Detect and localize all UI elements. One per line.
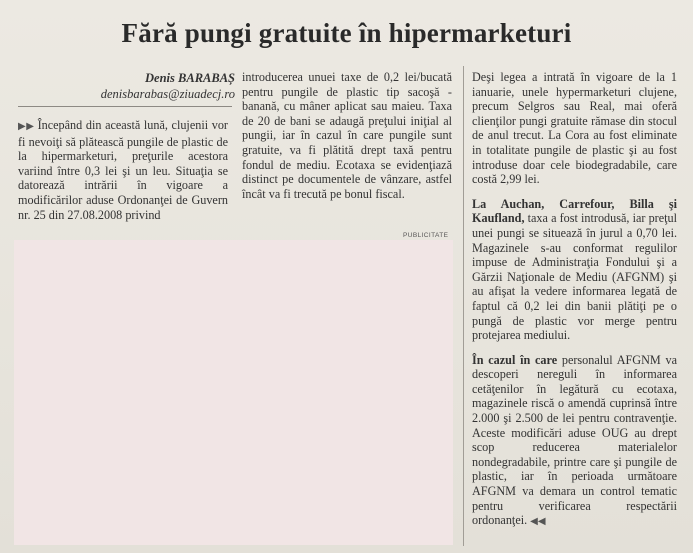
advertisement-label: PUBLICITATE xyxy=(403,232,449,239)
column-3-paragraph-1: Deşi legea a intrată în vigoare de la 1 ianuarie, unele hypermarketuri clujene, precum Selgros sau Real, mai oferă clienţilor pungi gratuite rămase din stocul de anul trecut. La Cora au fost eliminate in totalitate pungile de plastic şi au fost introduse doar cele biodegradabile, care costă 2,99 lei. xyxy=(472,70,677,187)
column-1 xyxy=(18,118,228,222)
article-headline: Fără pungi gratuite în hipermarketuri xyxy=(121,18,572,48)
column-3-paragraph-3 xyxy=(472,353,677,530)
column-2-text: introducerea unuei taxe de 0,2 lei/bucată pentru pungile de plastic tip sacoşă - banană, cu mâner aplicat sau maieu. Taxa de 20 de bani se adaugă preţului iniţial al pungii, iar în cazul în care pungile sunt gratuite, va fi plătită drept taxă pentru fondul de mediu. Ecotaxa se evidenţiază distinct pe documentele de vânzare, astfel încât va fi trecută pe bonul fiscal. xyxy=(242,70,452,201)
column-divider xyxy=(463,66,464,546)
column-3 xyxy=(472,70,677,530)
column-1-text: Începând din această lună, clujenii vor fi nevoiţi să plătească pungile de plastic de la hipermarketuri, preţurile acestora variind între 0,3 lei şi un leu. Situaţia se datorează intrării în vigoare a modificărilor aduse Ordonanţei de Guvern nr. 25 din 27.08.2008 privind xyxy=(18,118,228,222)
author-name: Denis BARABAȘ xyxy=(145,71,235,85)
paragraph-3-text: personalul AFGNM va descoperi nereguli în informarea cetăţenilor în legătură cu ecotaxa, magazinele riscă o amendă cuprinsă între 2.000 şi 2.500 de lei pentru contravenţie. Aceste modificări aduse OUG au drept scop reducerea materialelor nondegradabile, printre care şi pungile de plastic, iar în perioada următoare AFGNM va demara un control tematic pentru verificarea respectării ordonanţei. xyxy=(472,352,677,528)
column-3-paragraph-2 xyxy=(472,197,677,343)
paragraph-2-text: taxa a fost introdusă, iar preţul unei pungi se situează în jurul a 0,70 lei. Magazinele s-au conformat regulilor impuse de Administraţia Fondului şi a Gărzii Naţionale de Mediu (AFGNM) şi au afişat la vedere informarea legată de faptul că 0,2 lei din banii plătiţi pe o pungă de plastic vor merge pentru protejarea mediului. xyxy=(472,211,677,343)
author-email: denisbarabas@ziuadecj.ro xyxy=(100,87,235,101)
end-marker-icon: ◀◀ xyxy=(530,516,546,528)
column-1-paragraph xyxy=(18,118,228,222)
paragraph-3-lead: În cazul în care xyxy=(472,352,558,367)
column-2 xyxy=(242,70,452,201)
start-marker-icon: ▶▶ xyxy=(18,121,35,132)
advertisement-placeholder xyxy=(14,240,453,545)
byline-rule xyxy=(18,106,232,107)
paragraph-2-lead: La Auchan, Carrefour, Billa şi Kaufland, xyxy=(472,196,677,226)
author-byline xyxy=(101,70,235,102)
